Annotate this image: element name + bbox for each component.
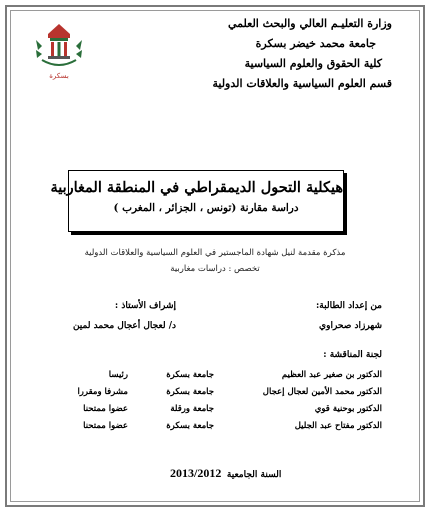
university-logo-icon [30,20,88,82]
logo-caption: بسكرة [49,72,69,80]
prepared-by-label: من إعداد الطالبة: [315,301,382,311]
faculty-line: كلية الحقوق والعلوم السياسية [244,57,382,70]
academic-year-value: 2013/2012 [170,466,222,480]
committee-title: لجنة المناقشة : [323,350,382,360]
table-row [60,417,382,434]
table-row [60,366,382,383]
member-institution: جامعة بسكرة [166,386,214,397]
member-role: مشرفا ومقررا [77,386,128,397]
supervisor-label: إشراف الأستاذ : [114,301,176,311]
supervisor-block [73,296,176,336]
member-name: الدكتور مفتاح عبد الجليل [294,420,382,431]
thesis-subtitle: دراسة مقارنة (تونس ، الجزائر ، المغرب ) [113,202,299,214]
academic-year [170,462,281,481]
thesis-title: هيكلية التحول الديمقراطي في المنطقة المغاربية [50,179,343,196]
supervisor-name: د/ لعجال أعجال محمد لمين [72,321,176,331]
member-name: الدكتور محمد الأمين لعجال إعجال [262,386,382,397]
department-line: قسم العلوم السياسية والعلاقات الدولية [212,77,392,90]
member-institution: جامعة بسكرة [166,369,214,380]
academic-year-label: السنة الجامعية [226,470,282,480]
memo-description [40,245,390,277]
prepared-by-block [316,296,382,336]
member-institution: جامعة بسكرة [166,420,214,431]
table-row [60,383,382,400]
committee-table [60,366,382,434]
member-name: الدكتور بوحنية قوي [314,403,382,414]
member-role: عضوا ممتحنا [83,420,128,431]
table-row [60,400,382,417]
institution-header [132,14,392,94]
member-institution: جامعة ورقلة [170,403,214,414]
student-name: شهرزاد صحراوي [319,321,382,331]
member-role: رئيسا [108,369,128,380]
member-role: عضوا ممتحنا [83,403,128,414]
logo-emblem [36,24,82,65]
thesis-title-box [50,170,344,232]
memo-specialty-line: تخصص : دراسات مغاربية [170,264,260,274]
member-name: الدكتور بن صغير عبد العظيم [281,369,382,380]
university-line: جامعة محمد خيضر بسكرة [255,37,376,50]
ministry-line: وزارة التعليـم العالي والبحث العلمي [227,17,392,30]
memo-degree-line: مذكرة مقدمة لنيل شهادة الماجستير في العلوم السياسية والعلاقات الدولية [84,248,346,258]
